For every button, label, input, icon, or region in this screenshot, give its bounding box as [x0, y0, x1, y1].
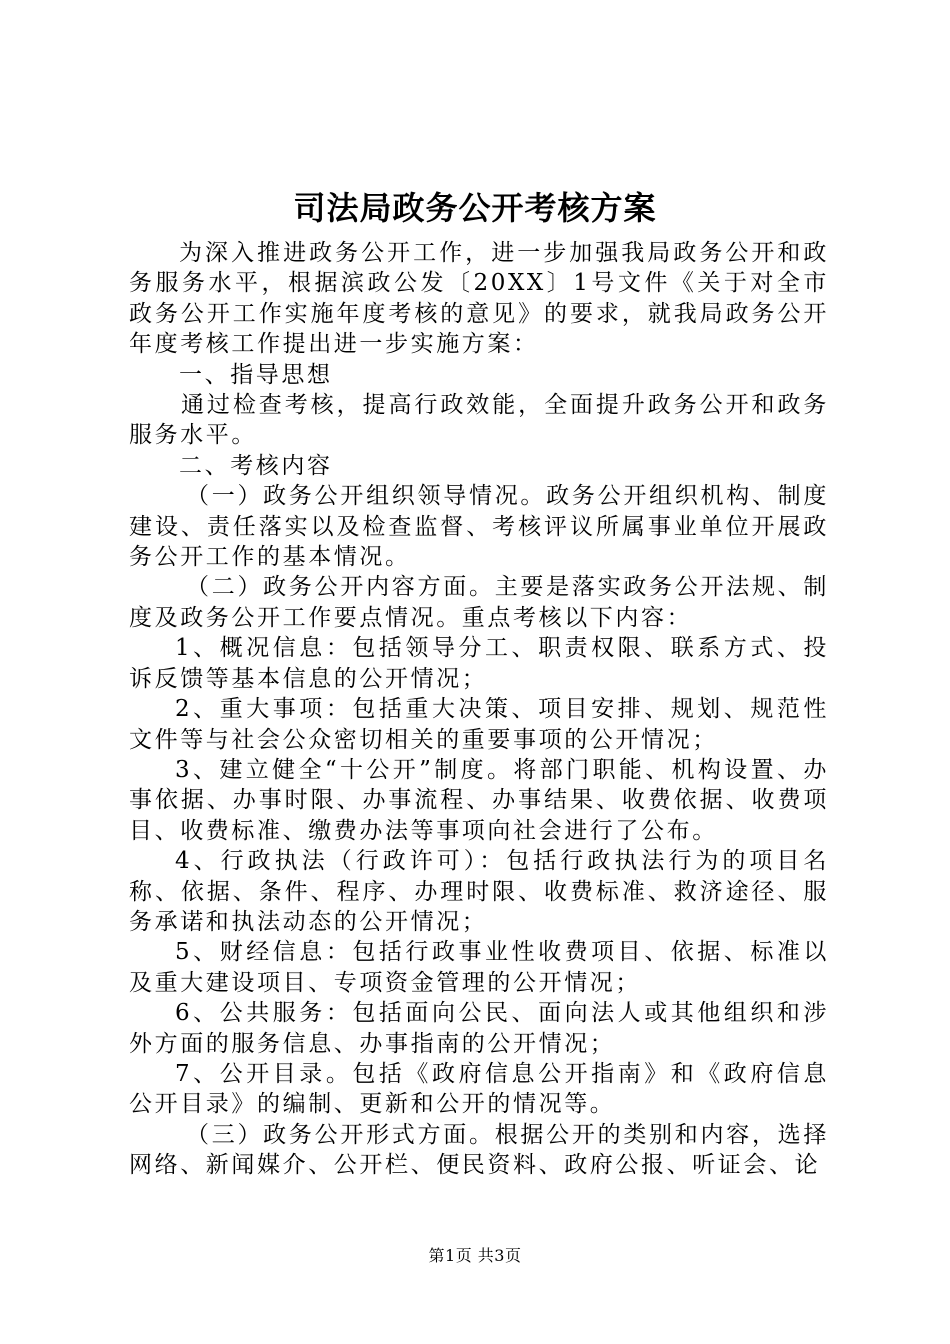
list-item-general-info: 1、概况信息：包括领导分工、职责权限、联系方式、投诉反馈等基本信息的公开情况； — [129, 635, 829, 692]
document-title: 司法局政务公开考核方案 — [293, 189, 657, 227]
list-item-ten-disclosures: 3、建立健全“十公开”制度。将部门职能、机构设置、办事依据、办事时限、办事流程、办事结果、收费依据、收费项目、收费标准、缴费办法等事项向社会进行了公布。 — [129, 756, 829, 844]
document-body — [129, 238, 829, 1181]
paragraph-item-1: （一）政务公开组织领导情况。政务公开组织机构、制度建设、责任落实以及检查监督、考核评议所属事业单位开展政务公开工作的基本情况。 — [129, 483, 829, 571]
list-item-financial-info: 5、财经信息：包括行政事业性收费项目、依据、标准以及重大建设项目、专项资金管理的公开情况； — [129, 939, 829, 996]
paragraph-item-3: （三）政务公开形式方面。根据公开的类别和内容，选择网络、新闻媒介、公开栏、便民资料、政府公报、听证会、论 — [129, 1121, 829, 1179]
list-item-disclosure-catalog: 7、公开目录。包括《政府信息公开指南》和《政府信息公开目录》的编制、更新和公开的情况等。 — [129, 1060, 829, 1118]
section-heading-guiding-ideology: 一、指导思想 — [179, 361, 333, 388]
paragraph-item-2: （二）政务公开内容方面。主要是落实政务公开法规、制度及政务公开工作要点情况。重点考核以下内容： — [129, 574, 829, 631]
list-item-public-service: 6、公共服务：包括面向公民、面向法人或其他组织和涉外方面的服务信息、办事指南的公开情况； — [129, 1000, 829, 1057]
list-item-administrative-enforcement: 4、行政执法（行政许可）：包括行政执法行为的项目名称、依据、条件、程序、办理时限、收费标准、救济途径、服务承诺和执法动态的公开情况； — [129, 848, 829, 935]
section-heading-assessment-content: 二、考核内容 — [179, 452, 333, 479]
list-item-major-matters: 2、重大事项：包括重大决策、项目安排、规划、规范性文件等与社会公众密切相关的重要事项的公开情况； — [129, 696, 829, 753]
paragraph-guiding-ideology: 通过检查考核，提高行政效能，全面提升政务公开和政务服务水平。 — [129, 392, 829, 449]
paragraph-intro: 为深入推进政务公开工作，进一步加强我局政务公开和政务服务水平，根据滨政公发〔20XX〕1号文件《关于对全市政务公开工作实施年度考核的意见》的要求，就我局政务公开年度考核工作提出进一步实施方案： — [129, 240, 829, 358]
page-footer: 第1页 共3页 — [428, 1246, 522, 1265]
